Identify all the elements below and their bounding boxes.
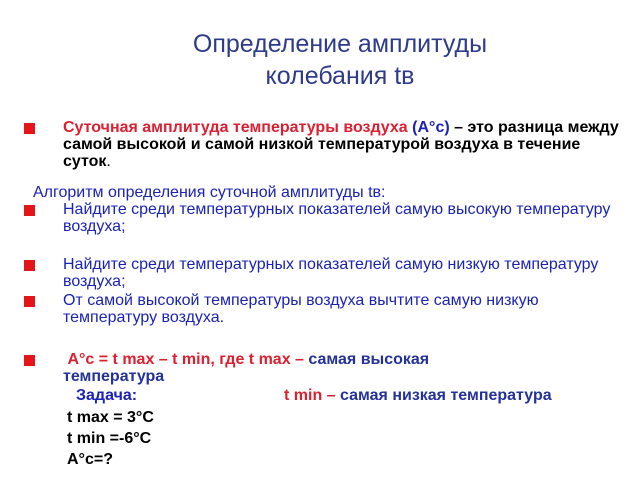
task-label [76,387,137,405]
formula-min-description: самая низкая температура [340,387,552,404]
formula-expression: А°с = t max – t min, где t max – [67,351,304,368]
definition-symbol: (А°с) [412,119,450,136]
bullet-icon [24,205,35,216]
formula-text [63,351,533,385]
slide-title [90,28,590,92]
task-tmax: t max = 3°C [67,409,154,426]
task-question: А°с=? [67,451,113,468]
title-line-2: колебания tв [265,62,415,90]
algorithm-heading: Алгоритм определения суточной амплитуды tв: [33,184,386,201]
formula-min-label: t min – [284,387,336,404]
algorithm-step-2: Найдите среди температурных показателей самую низкую температуру воздуха; [63,256,599,290]
task-label-text: Задача: [76,387,138,404]
definition-text [63,119,623,170]
definition-rest: – это разница между самой высокой и самой низкой температурой воздуха в течение суток [63,119,619,170]
formula-max-description: самая высокая температура [63,351,430,385]
task-tmin: t min =-6°C [67,430,152,447]
bullet-icon [24,123,35,134]
bullet-icon [24,355,35,366]
formula-min-line [284,387,552,405]
title-line-1: Определение амплитуды [192,30,488,58]
bullet-icon [24,296,35,307]
definition-term: Суточная амплитуда температуры воздуха [63,119,408,136]
bullet-icon [24,260,35,271]
algorithm-step-3: От самой высокой температуры воздуха вычтите самую низкую температуру воздуха. [63,292,539,326]
algorithm-step-1: Найдите среди температурных показателей самую высокую температуру воздуха; [63,201,611,235]
definition-period: . [106,153,111,170]
